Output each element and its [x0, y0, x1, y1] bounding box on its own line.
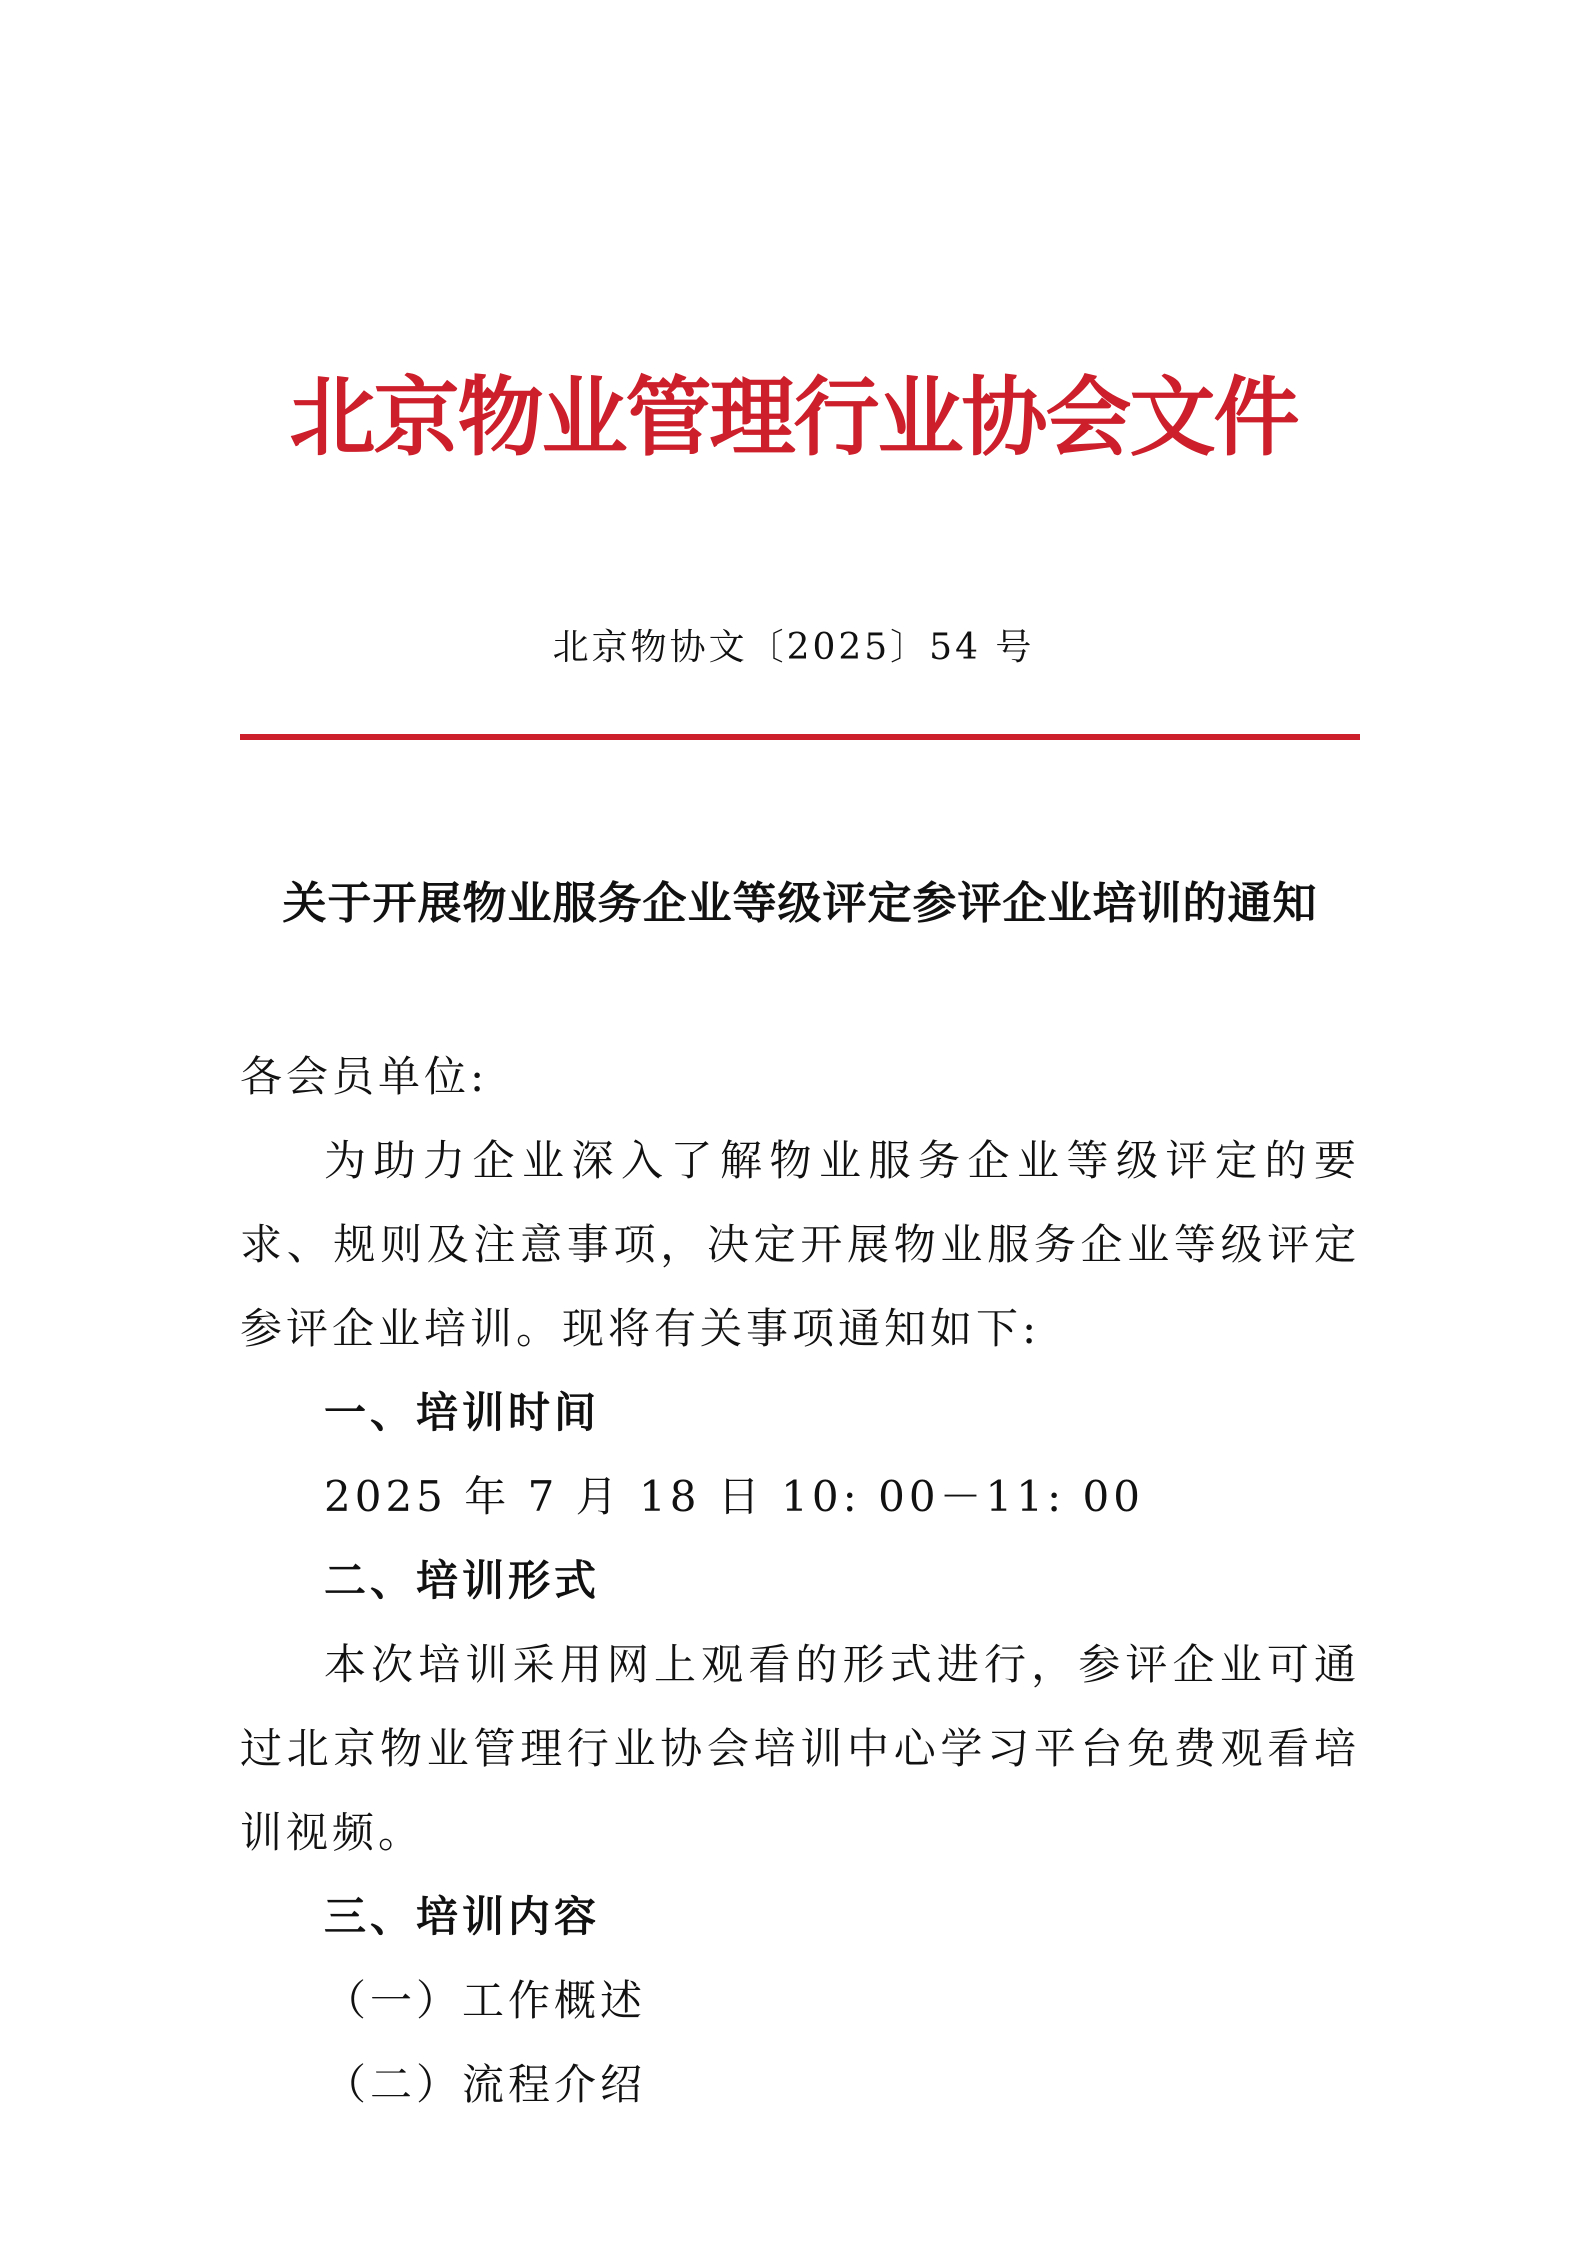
- content-item: （一）工作概述: [324, 1976, 647, 2025]
- notice-body: [240, 1035, 1360, 2127]
- section-body-format: 本次培训采用网上观看的形式进行，参评企业可通过北京物业管理行业协会培训中心学习平台免费观看培训视频。: [240, 1640, 1360, 1857]
- notice-title: 关于开展物业服务企业等级评定参评企业培训的通知: [282, 878, 1318, 929]
- section-heading-content: 三、培训内容: [324, 1892, 601, 1941]
- section-heading-format: 二、培训形式: [324, 1556, 601, 1605]
- salutation: 各会员单位:: [240, 1052, 489, 1101]
- red-divider-line: [240, 734, 1360, 740]
- document-number: 北京物协文〔2025〕54 号: [552, 627, 1035, 668]
- content-item: （二）流程介绍: [324, 2060, 647, 2109]
- masthead-title: 北京物业管理行业协会文件: [289, 367, 1298, 468]
- section-heading-time: 一、培训时间: [324, 1388, 601, 1437]
- intro-paragraph: 为助力企业深入了解物业服务企业等级评定的要求、规则及注意事项，决定开展物业服务企业等级评定参评企业培训。现将有关事项通知如下:: [240, 1136, 1360, 1353]
- section-body-time: 2025 年 7 月 18 日 10: 00－11: 00: [324, 1472, 1144, 1521]
